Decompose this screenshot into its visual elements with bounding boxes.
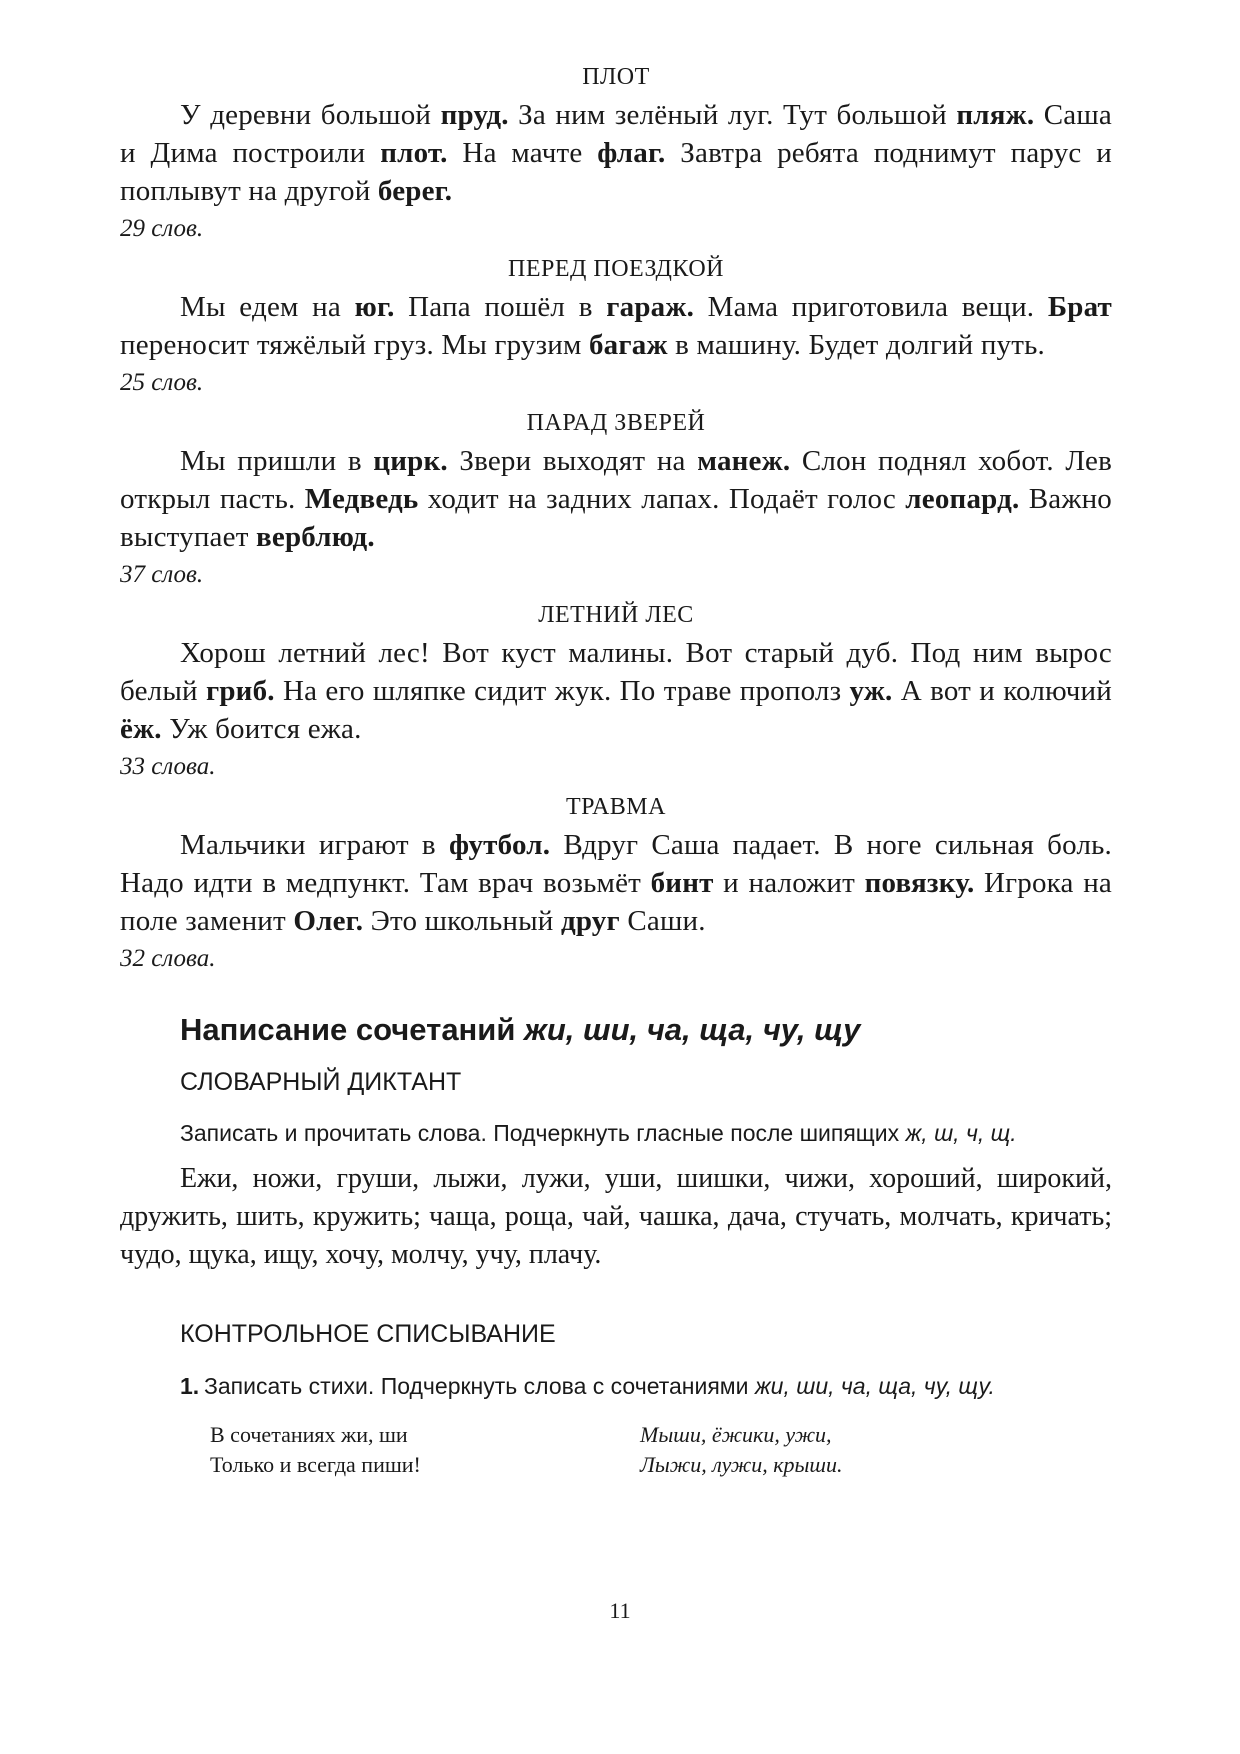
keyword: друг: [560, 905, 620, 937]
story-text: [120, 826, 1112, 940]
text-run: У деревни большой: [180, 99, 441, 131]
page-content: [120, 62, 1112, 1480]
story-title: ЛЕТНИЙ ЛЕС: [538, 602, 694, 628]
keyword: футбол.: [448, 829, 551, 861]
dictation-words: Ежи, ножи, груши, лыжи, лужи, уши, шишки, чижи, хороший, широкий, дружить, шить, кружить; чаща, роща, чай, чашка, дача, стучать, молчать, кричать; чудо, щука, ищу, хочу, молчу, учу, плачу.: [120, 1163, 1112, 1270]
instruction-letters: ж, ш, ч, щ.: [905, 1120, 1017, 1146]
keyword: плот.: [380, 137, 448, 169]
keyword: манеж.: [697, 445, 791, 477]
text-run: Уж боится ежа.: [161, 713, 362, 745]
poem-line: Лыжи, лужи, крыши.: [640, 1452, 843, 1477]
task-text: [204, 1368, 995, 1404]
text-run: На его шляпке сидит жук. По траве прополз: [274, 675, 850, 707]
word-count: 25 слов.: [120, 369, 204, 396]
keyword: пляж.: [956, 99, 1035, 131]
poem-line: Только и всегда пиши!: [210, 1452, 421, 1477]
poem: [210, 1420, 1112, 1480]
keyword: леопард.: [905, 483, 1020, 515]
keyword: Олег.: [293, 905, 364, 937]
task-number: 1.: [180, 1373, 200, 1399]
task-combos: жи, ши, ча, ща, чу, щу.: [754, 1373, 995, 1399]
copying-task: [120, 1368, 1112, 1404]
text-run: Важно выступает: [120, 483, 1112, 553]
text-run: Саша и Дима построили: [120, 99, 1112, 169]
text-run: За ним зелёный луг. Тут большой: [508, 99, 957, 131]
story: [120, 792, 1112, 976]
keyword: ёж.: [120, 713, 162, 745]
instruction-text: Записать и прочитать слова. Подчеркнуть гласные после шипящих: [180, 1120, 906, 1146]
keyword: повязку.: [864, 867, 975, 899]
text-run: в машину. Будет долгий путь.: [667, 329, 1046, 361]
poem-line: Мыши, ёжики, ужи,: [640, 1422, 832, 1447]
copying-heading: КОНТРОЛЬНОЕ СПИСЫВАНИЕ: [180, 1320, 556, 1348]
stories-list: [120, 62, 1112, 976]
word-count: 37 слов.: [120, 561, 204, 588]
text-run: и наложит: [713, 867, 865, 899]
story: [120, 408, 1112, 592]
text-run: ходит на задних лапах. Подаёт голос: [418, 483, 906, 515]
story: [120, 254, 1112, 400]
text-run: Папа пошёл в: [394, 291, 607, 323]
poem-line: В сочетаниях жи, ши: [210, 1422, 408, 1447]
text-run: Мама приготовила вещи.: [694, 291, 1048, 323]
keyword: берег.: [377, 175, 453, 207]
keyword: гриб.: [205, 675, 275, 707]
dictation-heading: СЛОВАРНЫЙ ДИКТАНТ: [180, 1068, 462, 1096]
word-count: 32 слова.: [120, 945, 216, 972]
text-run: Слон поднял хобот. Лев открыл пасть.: [120, 445, 1112, 515]
section-title-combos: жи, ши, ча, ща, чу, щу: [524, 1012, 861, 1047]
keyword: флаг.: [597, 137, 666, 169]
keyword: пруд.: [440, 99, 509, 131]
section-title: [180, 1010, 1112, 1050]
poem-right: [640, 1420, 1070, 1480]
keyword: багаж: [588, 329, 668, 361]
text-run: Звери выходят на: [447, 445, 698, 477]
keyword: гараж.: [606, 291, 695, 323]
story-title: ПЛОТ: [582, 64, 650, 90]
keyword: Медведь: [304, 483, 419, 515]
text-run: Игрока на поле заменит: [120, 867, 1112, 937]
poem-left: [210, 1420, 640, 1480]
story-text: [120, 288, 1112, 364]
keyword: юг.: [354, 291, 395, 323]
text-run: Мы едем на: [180, 291, 355, 323]
text-run: А вот и колючий: [892, 675, 1112, 707]
story-text: [120, 442, 1112, 556]
text-run: Саши.: [619, 905, 706, 937]
text-run: Мальчики играют в: [180, 829, 449, 861]
story: [120, 62, 1112, 246]
keyword: бинт: [650, 867, 714, 899]
task-instruction: Записать стихи. Подчеркнуть слова с сочетаниями: [204, 1373, 755, 1399]
keyword: верблюд.: [256, 521, 375, 553]
text-run: На мачте: [447, 137, 598, 169]
keyword: уж.: [849, 675, 893, 707]
text-run: Это школьный: [363, 905, 561, 937]
keyword: Брат: [1047, 291, 1112, 323]
word-count: 29 слов.: [120, 215, 204, 242]
text-run: переносит тяжёлый груз. Мы грузим: [120, 329, 589, 361]
text-run: Хорош летний лес! Вот куст малины. Вот старый дуб. Под ним вырос белый: [120, 637, 1112, 707]
story-title: ПАРАД ЗВЕРЕЙ: [526, 410, 706, 436]
text-run: Завтра ребята поднимут парус и поплывут на другой: [120, 137, 1113, 207]
page-number: 11: [609, 1598, 631, 1623]
section-title-prefix: Написание сочетаний: [180, 1012, 525, 1047]
keyword: цирк.: [373, 445, 448, 477]
text-run: Мы пришли в: [180, 445, 374, 477]
story-title: ТРАВМА: [566, 794, 666, 820]
story-text: [120, 634, 1112, 748]
dictation-instruction: [120, 1116, 1112, 1150]
word-count: 33 слова.: [120, 753, 216, 780]
story: [120, 600, 1112, 784]
story-title: ПЕРЕД ПОЕЗДКОЙ: [508, 256, 724, 282]
text-run: Вдруг Саша падает. В ноге сильная боль. Надо идти в медпункт. Там врач возьмёт: [120, 829, 1112, 899]
story-text: [120, 96, 1112, 210]
